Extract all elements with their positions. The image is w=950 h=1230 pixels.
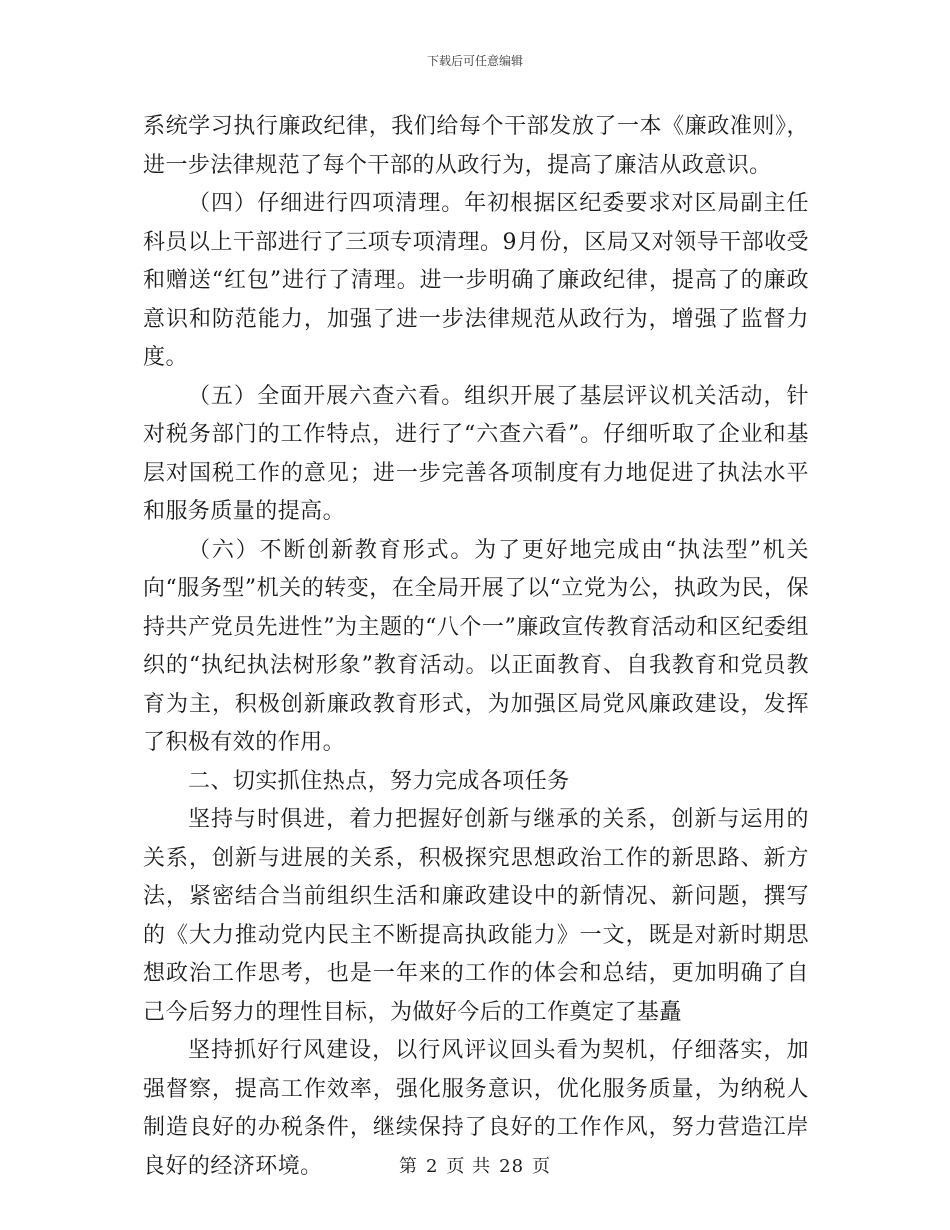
page-footer [0,1156,950,1178]
paragraph-section-six: （六）不断创新教育形式。为了更好地完成由“执法型”机关向“服务型”机关的转变，在全局开展了以“立党为公，执政为民，保持共产党员先进性”为主题的“八个一”廉政宣传教育活动和区纪委组织的“执纪执法树形象”教育活动。以正面教育、自我教育和党员教育为主，积极创新廉政教育形式，为加强区局党风廉政建设，发挥了积极有效的作用。 [143,537,809,755]
footer-suffix: 页 [532,1156,552,1177]
header-text: 下载后可任意编辑 [426,54,523,68]
footer-prefix: 第 [398,1156,418,1177]
footer-total-pages: 28 [499,1156,525,1177]
paragraph-section-five: （五）全面开展六查六看。组织开展了基层评议机关活动，针对税务部门的工作特点，进行了“六查六看”。仔细听取了企业和基层对国税工作的意见；进一步完善各项制度有力地促进了执法水平和服务质量的提高。 [143,383,809,524]
paragraph-continuation: 系统学习执行廉政纪律，我们给每个干部发放了一本《廉政准则》，进一步法律规范了每个干部的从政行为，提高了廉洁从政意识。 [143,114,809,178]
paragraph-innovation: 坚持与时俱进，着力把握好创新与继承的关系，创新与运用的关系，创新与进展的关系，积极探究思想政治工作的新思路、新方法，紧密结合当前组织生活和廉政建设中的新情况、新问题，撰写的《大力推动党内民主不断提高执政能力》一文，既是对新时期思想政治工作思考，也是一年来的工作的体会和总结，更加明确了自己今后努力的理性目标，为做好今后的工作奠定了基矗 [143,807,809,1025]
document-body [143,108,809,1186]
footer-middle: 页 共 [446,1156,492,1177]
paragraph-section-four: （四）仔细进行四项清理。年初根据区纪委要求对区局副主任科员以上干部进行了三项专项清理。9月份，区局又对领导干部收受和赠送“红包”进行了清理。进一步明确了廉政纪律，提高了的廉政意识和防范能力，加强了进一步法律规范从政行为，增强了监督力度。 [143,191,809,370]
footer-current-page: 2 [425,1156,439,1177]
page-header [0,53,950,69]
paragraph-conduct: 坚持抓好行风建设，以行风评议回头看为契机，仔细落实，加强督察，提高工作效率，强化服务意识，优化服务质量，为纳税人制造良好的办税条件，继续保持了良好的工作作风，努力营造江岸良好的经济环境。 [143,1038,809,1179]
section-heading-two: 二、切实抓住热点，努力完成各项任务 [188,768,570,794]
